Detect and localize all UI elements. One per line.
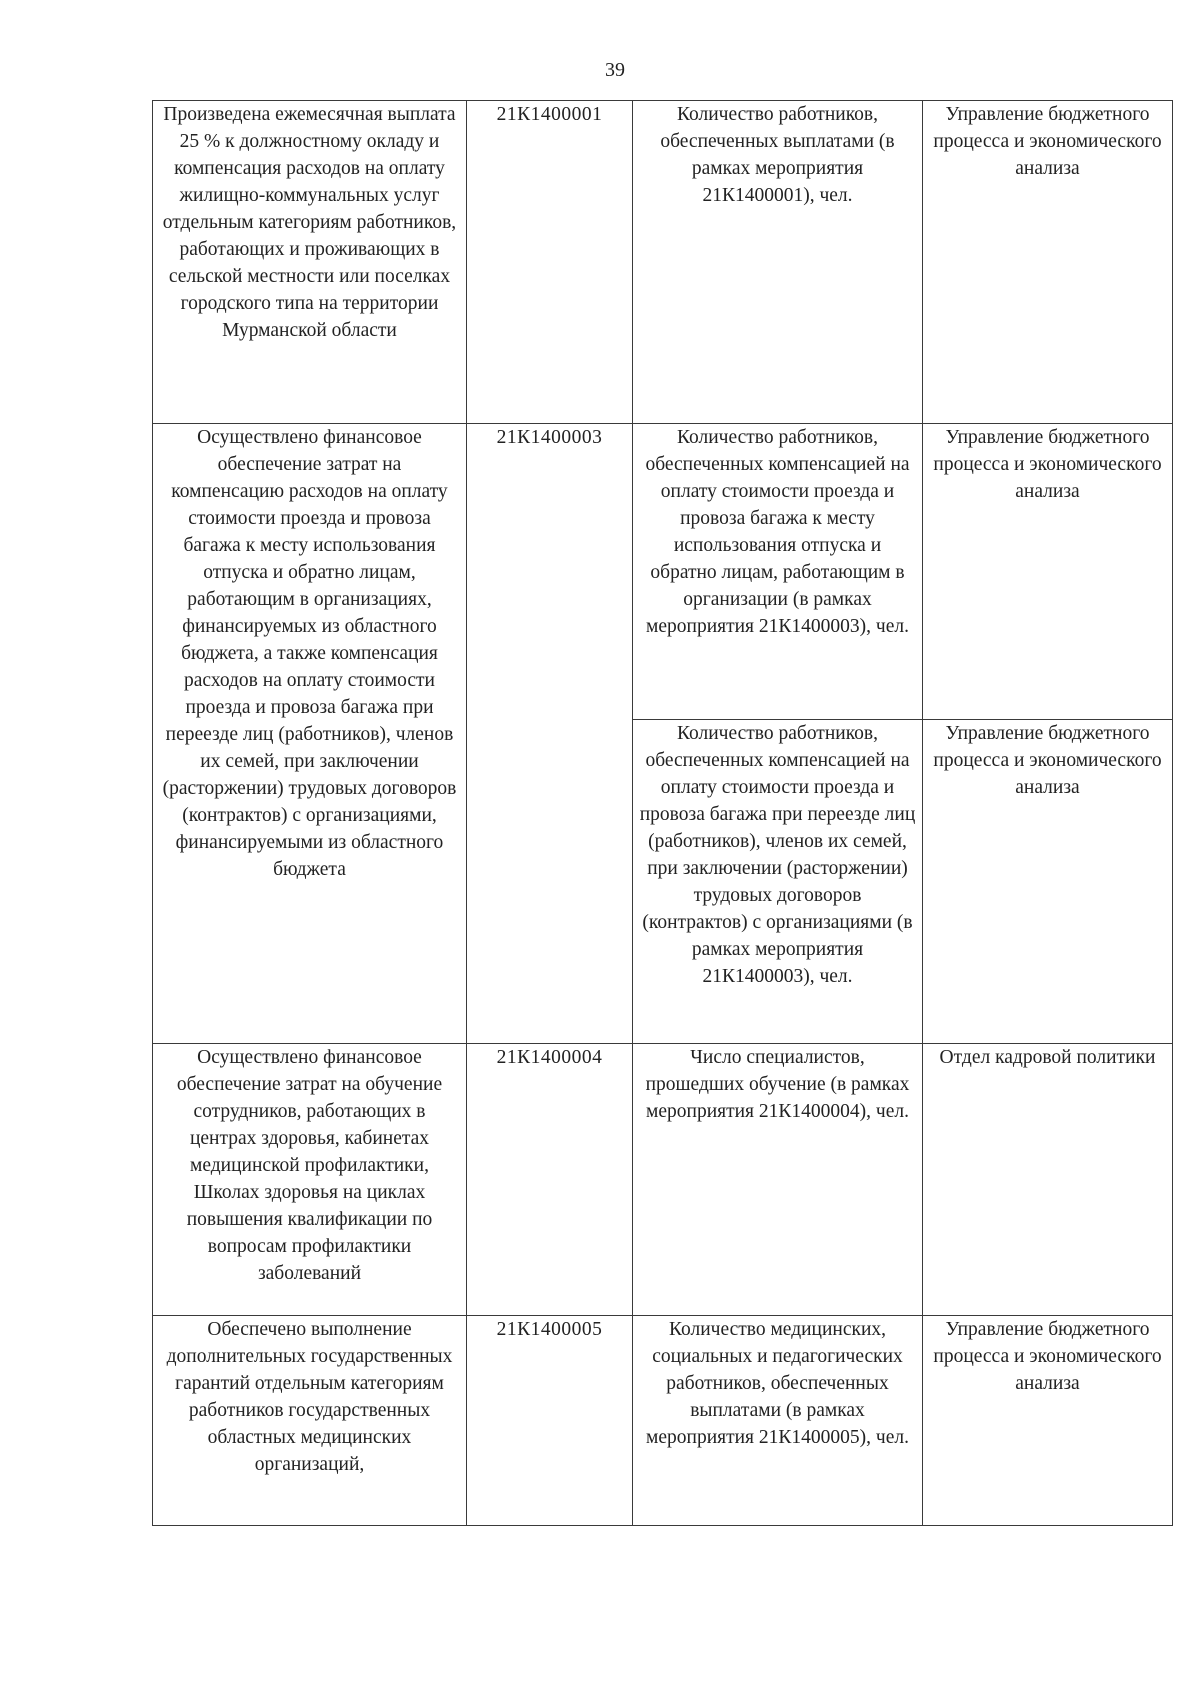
table-row	[153, 1044, 1173, 1316]
result-cell: Осуществлено финансовое обеспечение затрат на компенсацию расходов на оплату стоимости проезда и провоза багажа к месту использования отпуска и обратно лицам, работающим в организациях, финансируемых из областного бюджета, а также компенсация расходов на оплату стоимости проезда и провоза багажа при переезде лиц (работников), членов их семей, при заключении (расторжении) трудовых договоров (контрактов) с организациями, финансируемыми из областного бюджета	[153, 424, 467, 1044]
code-cell: 21К1400003	[467, 424, 633, 1044]
indicator-cell: Количество работников, обеспеченных выплатами (в рамках мероприятия 21К1400001), чел.	[633, 101, 923, 424]
measures-table	[152, 100, 1173, 1526]
result-cell: Осуществлено финансовое обеспечение затрат на обучение сотрудников, работающих в центрах здоровья, кабинетах медицинской профилактики, Школах здоровья на циклах повышения квалификации по вопросам профилактики заболеваний	[153, 1044, 467, 1316]
page-number: 39	[605, 59, 625, 81]
indicator-cell: Количество работников, обеспеченных компенсацией на оплату стоимости проезда и провоза багажа при переезде лиц (работников), членов их семей, при заключении (расторжении) трудовых договоров (контрактов) с организациями (в рамках мероприятия 21К1400003), чел.	[633, 720, 923, 1044]
code-cell: 21К1400004	[467, 1044, 633, 1316]
responsible-cell: Управление бюджетного процесса и экономического анализа	[923, 1316, 1173, 1526]
table-row	[153, 424, 1173, 720]
code-cell: 21К1400001	[467, 101, 633, 424]
responsible-cell: Управление бюджетного процесса и экономического анализа	[923, 424, 1173, 720]
responsible-cell: Отдел кадровой политики	[923, 1044, 1173, 1316]
result-cell: Обеспечено выполнение дополнительных государственных гарантий отдельным категориям работников государственных областных медицинских организаций,	[153, 1316, 467, 1526]
indicator-cell: Число специалистов, прошедших обучение (в рамках мероприятия 21К1400004), чел.	[633, 1044, 923, 1316]
responsible-cell: Управление бюджетного процесса и экономического анализа	[923, 720, 1173, 1044]
indicator-cell: Количество медицинских, социальных и педагогических работников, обеспеченных выплатами (в рамках мероприятия 21К1400005), чел.	[633, 1316, 923, 1526]
table-row	[153, 1316, 1173, 1526]
result-cell: Произведена ежемесячная выплата 25 % к должностному окладу и компенсация расходов на оплату жилищно-коммунальных услуг отдельным категориям работников, работающих и проживающих в сельской местности или поселках городского типа на территории Мурманской области	[153, 101, 467, 424]
responsible-cell: Управление бюджетного процесса и экономического анализа	[923, 101, 1173, 424]
table-row	[153, 101, 1173, 424]
code-cell: 21К1400005	[467, 1316, 633, 1526]
indicator-cell: Количество работников, обеспеченных компенсацией на оплату стоимости проезда и провоза багажа к месту использования отпуска и обратно лицам, работающим в организации (в рамках мероприятия 21К1400003), чел.	[633, 424, 923, 720]
